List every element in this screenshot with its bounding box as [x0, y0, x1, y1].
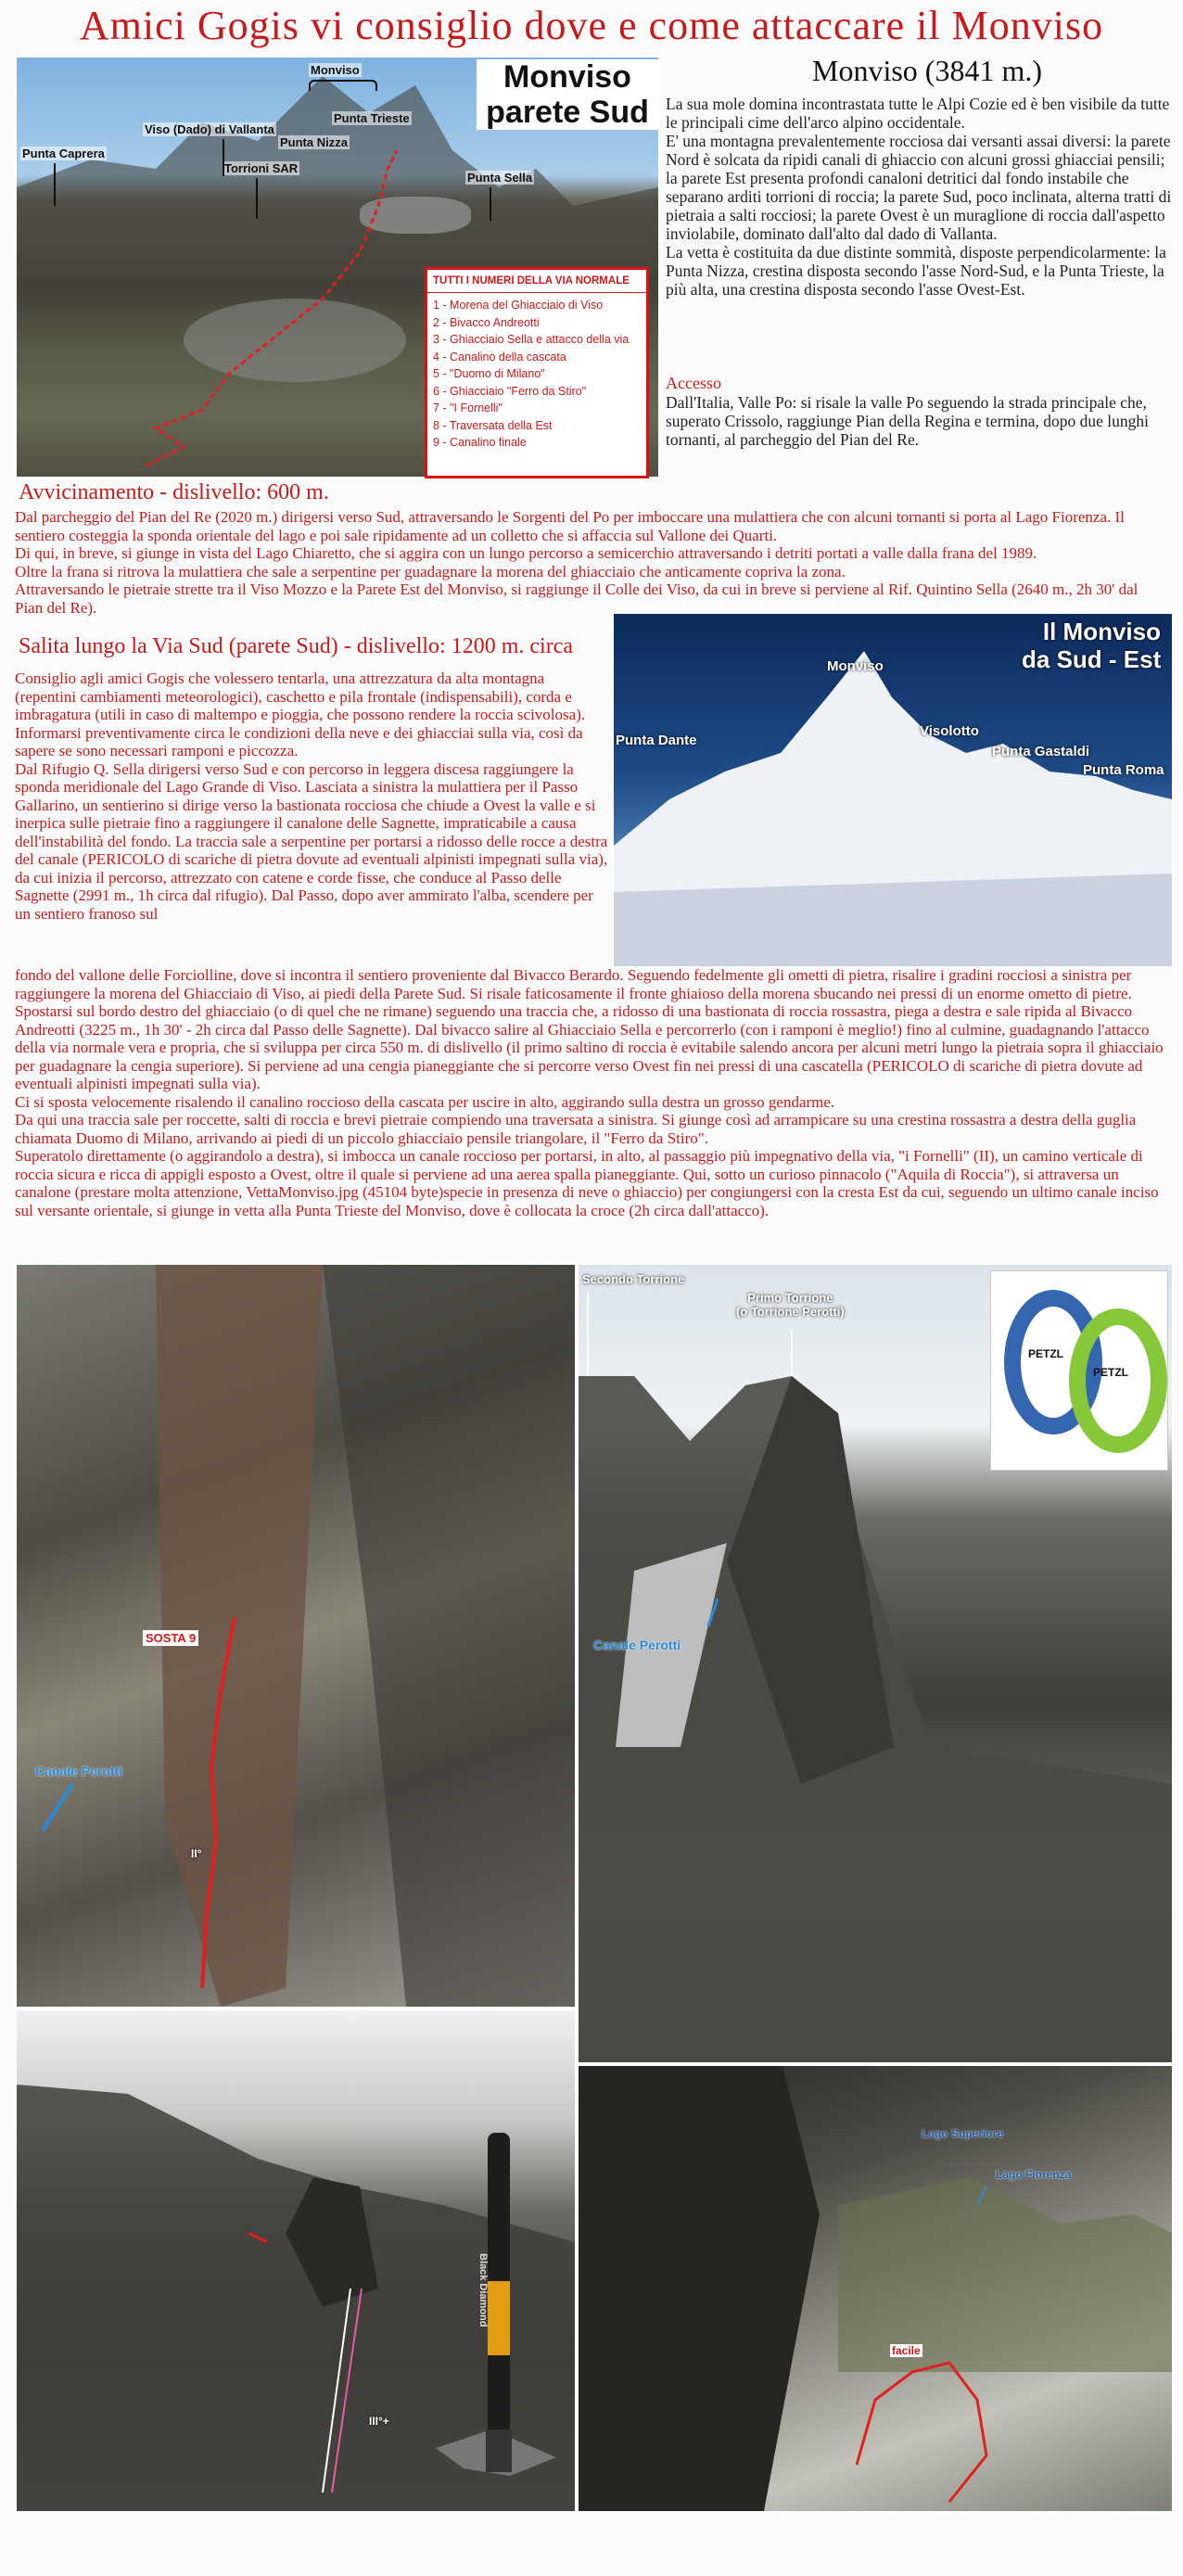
- legend-item: 8 - Traversata della Est: [433, 418, 553, 432]
- canale-perotti-label-right: Canale Perotti: [593, 1638, 681, 1652]
- label-punta-nizza: Punta Nizza: [280, 135, 348, 149]
- legend-item: 2 - Bivacco Andreotti: [433, 315, 540, 329]
- photo-title-line1: Monviso: [503, 59, 631, 95]
- label-punta-roma: Punta Roma: [1083, 762, 1164, 778]
- approach-title: Avvicinamento - dislivello: 600 m.: [19, 480, 329, 504]
- approach-text: Dal parcheggio del Pian del Re (2020 m.) dirigersi verso Sud, attraversando le Sorgenti del Po per imboccare una mulattiera che con alcuni tornanti si porta al Lago Fiorenza. Il sentiero costeggia la sponda orientale del lago e poi sale ripidamente ad un colletto che si affaccia sul Vallone dei Quarti. Di qui, in breve, si giunge in vista del Lago Chiaretto, che si aggira con un lungo percorso a semicerchio attraversando i detriti portati a valle dalla frana del 1989. Oltre la frana si ritrova la mulattiera che sale a serpentine per guadagnare la morena del ghiacciaio che anticamente copriva la zona. Attraversando le pietraie strette tra il Viso Mozzo e la Parete Est del Monviso, si raggiunge il Colle dei Viso, da cui in breve si perviene al Rif. Quintino Sella (2640 m., 2h 30' dal Pian del Re).: [15, 508, 1138, 617]
- grade-label: II°: [191, 1847, 202, 1860]
- label-primo-torrione: [736, 1291, 845, 1319]
- label-punta-caprera: Punta Caprera: [22, 147, 105, 160]
- legend-item: 5 - "Duomo di Milano": [433, 367, 545, 380]
- primo-line2: (o Torrione Perotti): [736, 1305, 845, 1319]
- photo-se-title: [1022, 618, 1161, 673]
- legend-item: 9 - Canalino finale: [433, 436, 527, 449]
- primo-line1: Primo Torrione: [747, 1291, 833, 1305]
- label-monviso-se: Monviso: [827, 658, 884, 674]
- monviso-southeast-photo: [612, 612, 1174, 968]
- legend-item: 1 - Morena del Ghiacciaio di Viso: [433, 299, 604, 312]
- label-viso-vallanta: Viso (Dado) di Vallanta: [145, 122, 274, 136]
- pointer-line: [54, 163, 56, 206]
- label-lago-fiorenza: Lago Fiorenza: [996, 2168, 1072, 2181]
- legend-list: [427, 293, 646, 455]
- photo-title: [477, 59, 658, 130]
- pointer-line: [223, 139, 224, 176]
- label-facile: facile: [892, 2344, 921, 2357]
- access-text: Dall'Italia, Valle Po: si risale la valle Po seguendo la strada principale che, superato Crissolo, raggiunge Pian della Regina e termina, dopo due lunghi tornanti, al parcheggio del Pian del Re.: [666, 393, 1150, 449]
- photo-se-title-line2: da Sud - Est: [1022, 645, 1162, 673]
- petzl-label: PETZL: [1028, 1347, 1063, 1360]
- petzl-label: PETZL: [1093, 1366, 1128, 1379]
- label-secondo-torrione: Secondo Torrione: [582, 1272, 685, 1286]
- ascent-title: Salita lungo la Via Sud (parete Sud) - dislivello: 1200 m. circa: [19, 634, 573, 658]
- legend-item: 6 - Ghiacciaio "Ferro da Stiro": [433, 384, 587, 398]
- gully-photo: [15, 1263, 577, 2009]
- label-punta-gastaldi: Punta Gastaldi: [992, 744, 1090, 759]
- ascent-text-wide: fondo del vallone delle Forciolline, dove si incontra il sentiero proveniente dal Bivacco Berardo. Seguendo fedelmente gli ometti di pietra, risalire i gradini rocciosi a sinistra per raggiungere la morena del Ghiacciaio di Viso, ai piedi della Parete Sud. Si risale faticosamente il fronte ghiaioso della morena sbucando nei pressi di un enorme ometto di pietre. Spostarsi sul bordo destro del ghiacciaio (o di quel che ne rimane) seguendo una traccia che, a ridosso di una bastionata di roccia rossastra, piega a destra e sale ripida al Bivacco Andreotti (3225 m., 1h 30' - 2h circa dal Passo delle Sagnette). Dal bivacco salire al Ghiacciaio Sella e percorrerlo (con i ramponi è meglio!) fino al culmine, guadagnando l'attacco della via normale vera e propria, che si sviluppa per circa 550 m. di dislivello (il primo saltino di roccia è evitabile salendo ancora per alcuni metri lungo la pietraia sopra il ghiacciaio per guadagnare la cengia superiore). Si perviene ad una cengia pianeggiante che si percorre verso Ovest fin nei pressi di una cascatella (PERICOLO di scariche di pietra dovute ad eventuali alpinisti impegnati sulla via). Ci si sposta velocemente risalendo il canalino roccioso della cascata per uscire in alto, aggirando sulla destra un grosso gendarme. Da qui una traccia sale per roccette, salti di roccia e brevi pietraie compiendo una traversata a sinistra. Si giunge così ad arrampicare su una crestina rossastra a destra della guglia chiamata Duomo di Milano, arrivando ai piedi di un piccolo ghiacciaio pensile triangolare, il "Ferro da Stiro". Superatolo direttamente (o aggirandolo a destra), si imbocca un canale roccioso per portarsi, in alto, al passaggio più impegnativo della via, "i Fornelli" (II), un camino verticale di roccia sicura e ricca di appigli esposto a Ovest, oltre il quale si perviene ad una aerea spalla pianeggiante. Qui, sotto un curioso pinnacolo ("Aquila di Roccia"), si attraversa un canalone (prestare molta attenzione, VettaMonviso.jpg (45104 byte)specie in presenza di neve o ghiaccio) per congiungersi con la cresta Est da cui, seguendo un ultimo canale inciso sul versante orientale, si giunge in vetta alla Punta Trieste del Monviso, dove è collocata la croce (2h circa dall'attacco).: [15, 966, 1164, 1219]
- route-legend: [425, 267, 649, 478]
- label-punta-dante: Punta Dante: [616, 733, 697, 748]
- sosta-label: SOSTA 9: [143, 1630, 198, 1646]
- summit-view-photo: [577, 2064, 1174, 2513]
- grade-label-bottom: III°+: [369, 2415, 389, 2428]
- monviso-title: Monviso (3841 m.): [812, 54, 1042, 87]
- legend-item: 7 - "I Fornelli": [433, 402, 502, 414]
- torrioni-photo: [577, 1263, 1174, 2064]
- page-title: Amici Gogis vi consiglio dove e come attaccare il Monviso: [79, 3, 1104, 48]
- access-title: Accesso: [666, 374, 721, 392]
- ascent-text-narrow: Consiglio agli amici Gogis che volessero tentarla, una attrezzatura da alta montagna (repentini cambiamenti meteorologici), caschetto e pila frontale (indispensabili), corda e imbragatura (utili in caso di maltempo e pioggia, che possono rendere la roccia scivolosa). Informarsi preventivamente circa le condizioni della neve e dei ghiacciai sulla via, così da sapere se sono necessari ramponi e piccozza. Dal Rifugio Q. Sella dirigersi verso Sud e con percorso in leggera discesa raggiungere la sponda meridionale del Lago Grande di Viso. Lasciata a sinistra la mulattiera per il Passo Gallarino, un sentierino si dirige verso la bastionata rocciosa che chiude a Ovest la valle e si inerpica sulle pietraie fino a raggiungere il canalone delle Sagnette, impraticabile a causa dell'instabilità del fondo. La traccia sale a serpentine per portarsi a ridosso delle rocce a destra del canale (PERICOLO di scariche di pietra dovute ad eventuali alpinisti impegnati sulla via), da cui inizia il percorso, attrezzato con catene e corde fisse, che conduce al Passo delle Sagnette (2991 m., 1h circa dal rifugio). Dal Passo, dopo aver ammirato l'alba, scendere per un sentiero franoso sul: [15, 670, 608, 923]
- green-rope-icon: [1069, 1308, 1167, 1453]
- label-torrioni: Torrioni SAR: [224, 161, 299, 175]
- photo-se-title-line1: Il Monviso: [1042, 618, 1161, 645]
- summit-brace: [309, 80, 377, 91]
- rope-inset: [990, 1270, 1168, 1471]
- summit-shapes: [579, 2066, 1172, 2511]
- pointer-line: [256, 178, 258, 219]
- canale-perotti-label: Canale Perotti: [35, 1764, 123, 1779]
- pointer-line: [490, 187, 491, 221]
- label-punta-trieste: Punta Trieste: [334, 111, 410, 125]
- legend-item: 3 - Ghiacciaio Sella e attacco della via: [433, 333, 630, 346]
- legend-header: TUTTI I NUMERI DELLA VIA NORMALE: [427, 270, 646, 293]
- label-visolotto: Visolotto: [920, 723, 979, 739]
- photo-title-line2: parete Sud: [486, 95, 649, 130]
- label-punta-sella: Punta Sella: [467, 171, 533, 185]
- legend-item: 4 - Canalino della cascata: [433, 350, 566, 363]
- gully-shapes: [17, 1265, 575, 2007]
- label-lago-superiore: Lago Superiore: [922, 2127, 1004, 2140]
- axe-brand-label: Black Diamond: [477, 2253, 489, 2327]
- monviso-description: La sua mole domina incontrastata tutte le Alpi Cozie ed è ben visibile da tutte le principali cime dell'arco alpino occidentale. E' una montagna prevalentemente rocciosa dai versanti assai diversi: la parete Nord è solcata da ripidi canali di ghiaccio con alcuni grossi ghiacciai pensili; la parete Est presenta profondi canaloni detritici dal fondo instabile che separano arditi torrioni di roccia; la parete Sud, poco inclinata, alterna tratti di pietraia a salti rocciosi; la parete Ovest è un muraglione di roccia dall'aspetto inviolabile, dominato dall'alto dal dado di Vallanta. La vetta è costituita da due distinte sommità, disposte perpendicolarmente: la Punta Nizza, crestina disposta secondo l'asse Nord-Sud, e la Punta Trieste, la più alta, una crestina disposta secondo l'asse Ovest-Est.: [666, 95, 1172, 299]
- label-monviso: Monviso: [311, 63, 360, 77]
- ice-axe-icon: [436, 2123, 556, 2559]
